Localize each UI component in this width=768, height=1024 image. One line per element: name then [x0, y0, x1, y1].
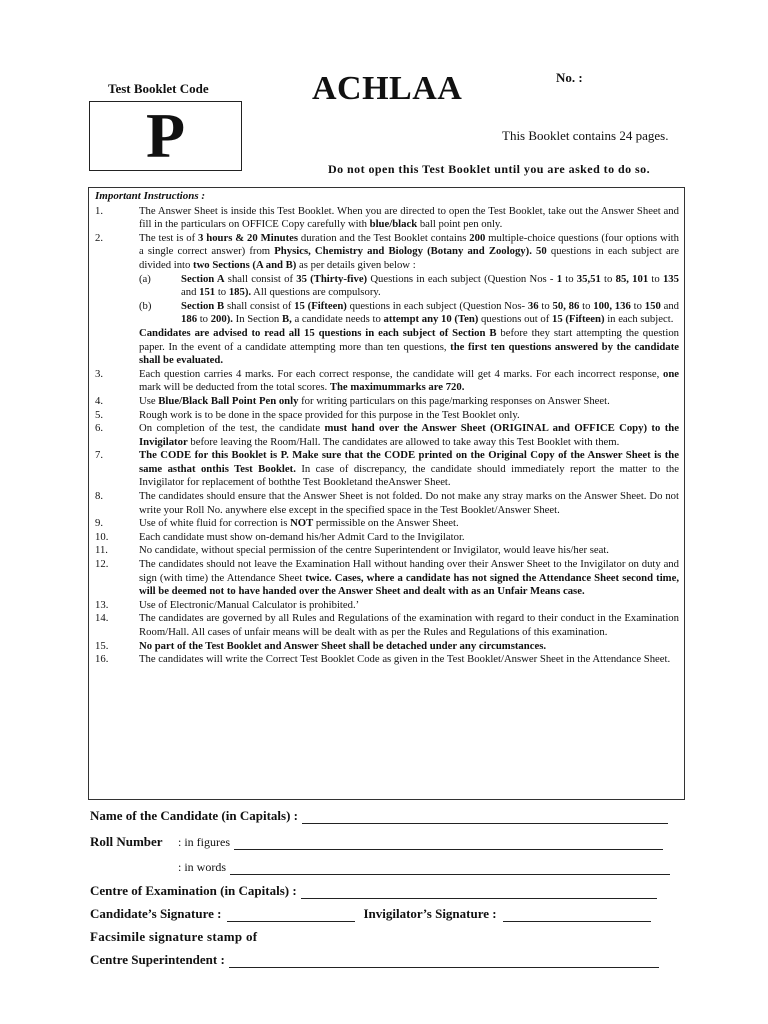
- instruction-10: 10. Each candidate must show on-demand his/her Admit Card to the Invigilator.: [95, 530, 465, 543]
- instruction-number: 14.: [95, 612, 109, 625]
- instruction-4: 4. Use Blue/Black Ball Point Pen only for writing particulars on this page/marking responses on Answer Sheet.: [95, 394, 610, 407]
- roll-figures-row: [90, 834, 663, 850]
- page-title: ACHLAA: [312, 70, 463, 107]
- candidate-name-row: [90, 808, 668, 824]
- do-not-open-note: Do not open this Test Booklet until you are asked to do so.: [328, 162, 651, 176]
- instruction-11: 11. No candidate, without special permission of the centre Superintendent or Invigilator, would leave his/her seat.: [95, 544, 609, 557]
- superintendent-label: Centre Superintendent :: [90, 952, 225, 967]
- instruction-number: 8.: [95, 490, 104, 503]
- test-booklet-code-label: Test Booklet Code: [108, 81, 209, 96]
- signature-row: [90, 906, 651, 922]
- roll-words-label: : in words: [178, 860, 226, 874]
- facsimile-label: Facsimile signature stamp of: [90, 929, 258, 944]
- instruction-number: 6.: [95, 422, 104, 435]
- candidate-signature-field[interactable]: [227, 909, 355, 922]
- instruction-number: 1.: [95, 204, 104, 217]
- instructions-box: [88, 187, 685, 800]
- instruction-number: 13.: [95, 598, 109, 611]
- instructions-heading: Important Instructions :: [95, 190, 206, 202]
- booklet-code-box: [89, 101, 242, 171]
- instruction-number: 12.: [95, 558, 109, 571]
- pages-note: This Booklet contains 24 pages.: [502, 128, 669, 143]
- instruction-2: 2. The test is of 3 hours & 20 Minutes duration and the Test Booklet contains 200 multiple-choice questions (four options with a single correct answer) from Physics, Chemistry and Biology (Botany and Zoology). 50 questions in each subject are divided into two Sections (A and B) as per details given below :: [95, 231, 679, 271]
- roll-figures-field[interactable]: [234, 837, 663, 850]
- instruction-6: 6. On completion of the test, the candidate must hand over the Answer Sheet (ORIGINAL and OFFICE Copy) to the Invigilator before leaving the Room/Hall. The candidates are allowed to take away this Test Booklet with them.: [95, 422, 679, 448]
- instruction-2-note: Candidates are advised to read all 15 questions in each subject of Section B before they start attempting the question paper. In the event of a candidate attempting more than ten questions, the first ten questions answered by the candidate shall be evaluated.: [139, 326, 680, 367]
- candidate-name-label: Name of the Candidate (in Capitals) :: [90, 808, 298, 823]
- instruction-16: 16. The candidates will write the Correct Test Booklet Code as given in the Test Booklet/Answer Sheet in the Attendance Sheet.: [95, 653, 671, 666]
- roll-figures-label: : in figures: [178, 835, 230, 849]
- instruction-9: 9. Use of white fluid for correction is NOT permissible on the Answer Sheet.: [95, 517, 459, 530]
- invigilator-signature-label: Invigilator’s Signature :: [363, 906, 497, 921]
- instruction-number: 3.: [95, 367, 104, 380]
- instruction-number: 9.: [95, 517, 104, 530]
- candidate-name-field[interactable]: [302, 811, 668, 824]
- superintendent-field[interactable]: [229, 955, 659, 968]
- superintendent-row: [90, 952, 659, 968]
- instruction-7: 7. The CODE for this Booklet is P. Make sure that the CODE printed on the Original Copy of the Answer Sheet is the same asthat onthis Test Booklet. In case of discrepancy, the candidate should immediately report the matter to the Invigilator for replacement of boththe Test Bookletand theAnswer Sheet.: [95, 449, 679, 489]
- booklet-number-label: No. :: [556, 70, 583, 85]
- instruction-number: 15.: [95, 639, 109, 652]
- roll-number-label: Roll Number: [90, 834, 163, 849]
- instruction-15: 15. No part of the Test Booklet and Answer Sheet shall be detached under any circumstances.: [95, 639, 547, 652]
- instruction-5: 5. Rough work is to be done in the space provided for this purpose in the Test Booklet only.: [95, 408, 520, 421]
- centre-field[interactable]: [301, 886, 657, 899]
- instruction-12: 12. The candidates should not leave the Examination Hall without handing over their Answer Sheet to the Invigilator on duty and sign (with time) the Attendance Sheet twice. Cases, where a candidate has not signed the Attendance Sheet second time, will be deemed not to have handed over the Answer Sheet and dealt with as an Unfair Means case.: [95, 558, 679, 598]
- instruction-13: 13. Use of Electronic/Manual Calculator is prohibited.’: [95, 598, 360, 611]
- candidate-signature-label: Candidate’s Signature :: [90, 906, 222, 921]
- instruction-number: 2.: [95, 231, 104, 244]
- instruction-3: 3. Each question carries 4 marks. For each correct response, the candidate will get 4 marks. For each incorrect response, one mark will be deducted from the total scores. The maximummarks are 720.: [95, 367, 679, 394]
- instruction-2a: (a) Section A shall consist of 35 (Thirty-five) Questions in each subject (Question Nos - 1 to 35,51 to 85, 101 to 135 and 151 to 185). All questions are compulsory.: [139, 272, 679, 299]
- roll-words-field[interactable]: [230, 862, 670, 875]
- instruction-8: 8. The candidates should ensure that the Answer Sheet is not folded. Do not make any stray marks on the Answer Sheet. Do not write your Roll No. anywhere else except in the specified space in the Test Booklet/Answer Sheet.: [95, 490, 679, 516]
- invigilator-signature-field[interactable]: [503, 909, 651, 922]
- instruction-number: 4.: [95, 394, 104, 407]
- instruction-2b: (b) Section B shall consist of 15 (Fifteen) questions in each subject (Question Nos- 36 to 50, 86 to 100, 136 to 150 and 186 to 200). In Section B, a candidate needs to attempt any 10 (Ten) questions out of 15 (Fifteen) in each subject.: [139, 299, 680, 326]
- instruction-number: 16.: [95, 653, 109, 666]
- facsimile-row: [90, 929, 257, 945]
- instruction-number: 10.: [95, 530, 109, 543]
- booklet-code-letter: P: [145, 100, 186, 171]
- instruction-14: 14. The candidates are governed by all Rules and Regulations of the examination with regard to their conduct in the Examination Room/Hall. All cases of unfair means will be dealt with as per the Rules and Regulations of this examination.: [95, 612, 679, 638]
- roll-words-row: [178, 860, 670, 875]
- centre-label: Centre of Examination (in Capitals) :: [90, 883, 297, 898]
- centre-row: [90, 883, 657, 899]
- instruction-number: 5.: [95, 408, 104, 421]
- instruction-1: 1. The Answer Sheet is inside this Test Booklet. When you are directed to open the Test Booklet, take out the Answer Sheet and fill in the particulars on OFFICE Copy carefully with blue/black ball point pen only.: [95, 204, 679, 231]
- instruction-number: 11.: [95, 544, 108, 557]
- instruction-number: 7.: [95, 449, 104, 462]
